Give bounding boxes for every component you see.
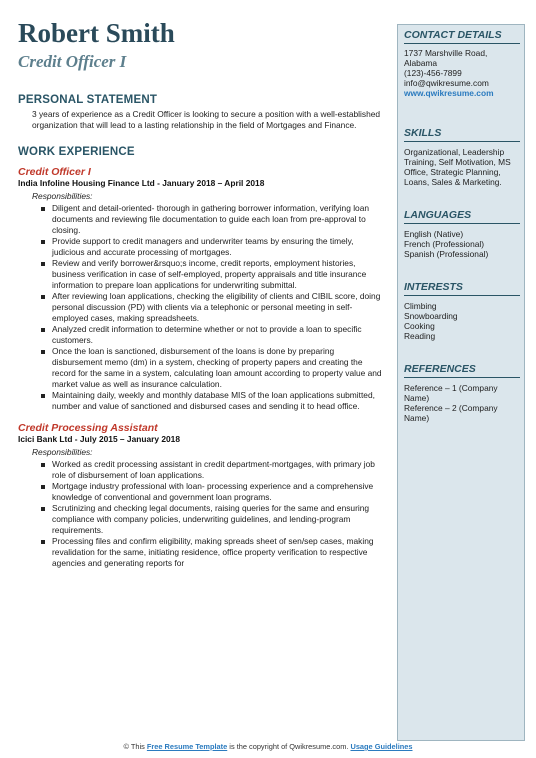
- candidate-title: Credit Officer I: [18, 52, 127, 71]
- contact-section: [404, 29, 524, 98]
- job-role: Credit Officer I: [18, 166, 91, 178]
- skills-text: Organizational, Leadership Training, Self Motivation, MS Office, Strategic Planning, Loans, Sales & Marketing.: [404, 147, 511, 187]
- interest-item: Snowboarding: [404, 311, 458, 321]
- personal-statement-text: 3 years of experience as a Credit Officer is looking to secure a position with a well-established organization that will lead to a lasting relationship in the field of Mortgages and Finance.: [32, 109, 381, 130]
- list-item: Review and verify borrower&rsquo;s income, credit reports, employment histories, business verification in case of self-employed, property appraisals and title insurance information to prepare loan applications for underwriting submittal.: [52, 258, 382, 291]
- contact-heading: CONTACT DETAILS: [404, 29, 520, 44]
- list-item: Mortgage industry professional with loan- processing experience and a comprehensive knowledge of conventional and government loan programs.: [52, 481, 382, 503]
- references-section: [404, 363, 524, 423]
- footer-middle: is the copyright of Qwikresume.com.: [227, 742, 351, 751]
- interests-section: [404, 281, 524, 341]
- personal-statement-section: [18, 93, 390, 131]
- job-entry: [18, 166, 390, 412]
- interest-item: Climbing: [404, 301, 437, 311]
- responsibilities-list: [18, 459, 382, 569]
- resume-sidebar: [397, 24, 525, 741]
- work-experience-section: [18, 145, 390, 569]
- responsibilities-label: Responsibilities:: [32, 447, 93, 457]
- contact-email[interactable]: info@qwikresume.com: [404, 78, 489, 88]
- list-item: Worked as credit processing assistant in credit department-mortgages, with primary job role of disbursement of loan applications.: [52, 459, 382, 481]
- references-heading: REFERENCES: [404, 363, 520, 378]
- interests-heading: INTERESTS: [404, 281, 520, 296]
- language-item: French (Professional): [404, 239, 485, 249]
- candidate-name: Robert Smith: [18, 18, 175, 48]
- language-item: Spanish (Professional): [404, 249, 489, 259]
- job-company-dates: India Infoline Housing Finance Ltd - January 2018 – April 2018: [18, 178, 265, 188]
- job-role: Credit Processing Assistant: [18, 422, 158, 434]
- list-item: Processing files and confirm eligibility, making spreads sheet of sen/sep cases, making revalidation for the same, initiating residence, office property verification to respective agencies and generating reports for: [52, 536, 382, 569]
- list-item: After reviewing loan applications, checking the eligibility of clients and CIBIL score, doing personal discussion (PD) with clients via a telephonic or personal meeting in self-employed cases, making spreadsheets.: [52, 291, 381, 323]
- free-resume-template-link[interactable]: Free Resume Template: [146, 742, 228, 751]
- reference-item: Reference – 1 (Company Name): [404, 383, 498, 403]
- interest-item: Cooking: [404, 321, 435, 331]
- usage-guidelines-link[interactable]: Usage Guidelines: [350, 742, 413, 751]
- responsibilities-label: Responsibilities:: [32, 191, 93, 201]
- contact-phone: (123)-456-7899: [404, 68, 462, 78]
- contact-address: 1737 Marshville Road, Alabama: [404, 48, 488, 68]
- list-item: Maintaining daily, weekly and monthly database MIS of the loan applications submitted, number and value of sanctioned and disbursed cases and sending it to head office.: [52, 390, 382, 412]
- list-item: Scrutinizing and checking legal documents, raising queries for the same and ensuring compliance with company policies, underwriting guidelines, and lending-program requirements.: [52, 503, 382, 536]
- interest-item: Reading: [404, 331, 436, 341]
- copyright-footer: [0, 742, 536, 752]
- job-entry: [18, 422, 390, 569]
- footer-prefix: © This: [123, 742, 147, 751]
- skills-section: [404, 127, 524, 187]
- languages-section: [404, 209, 524, 259]
- contact-website-link[interactable]: www.qwikresume.com: [404, 88, 494, 98]
- language-item: English (Native): [404, 229, 464, 239]
- responsibilities-list: [18, 203, 382, 412]
- job-company-dates: Icici Bank Ltd - July 2015 – January 2018: [18, 434, 180, 444]
- list-item: Analyzed credit information to determine whether or not to provide a loan to specific customers.: [52, 324, 382, 346]
- list-item: Provide support to credit managers and underwriter teams by ensuring the timely, judicious and accurate processing of mortgages.: [52, 236, 382, 258]
- personal-statement-heading: PERSONAL STATEMENT: [18, 94, 158, 106]
- list-item: Diligent and detail-oriented- thorough in gathering borrower information, verifying loan documents and reviewing file documentation to guide each loan from pre-approval to closing.: [52, 203, 382, 236]
- languages-heading: LANGUAGES: [404, 209, 520, 224]
- reference-item: Reference – 2 (Company Name): [404, 403, 498, 423]
- skills-heading: SKILLS: [404, 127, 520, 142]
- work-experience-heading: WORK EXPERIENCE: [18, 146, 135, 158]
- list-item: Once the loan is sanctioned, disbursement of the loans is done by preparing disbursement memo (dm) in a system, checking of property papers and creating the record for the same in a system, calculating loan amount according to property value and market value as well as insurance calculation.: [52, 346, 382, 389]
